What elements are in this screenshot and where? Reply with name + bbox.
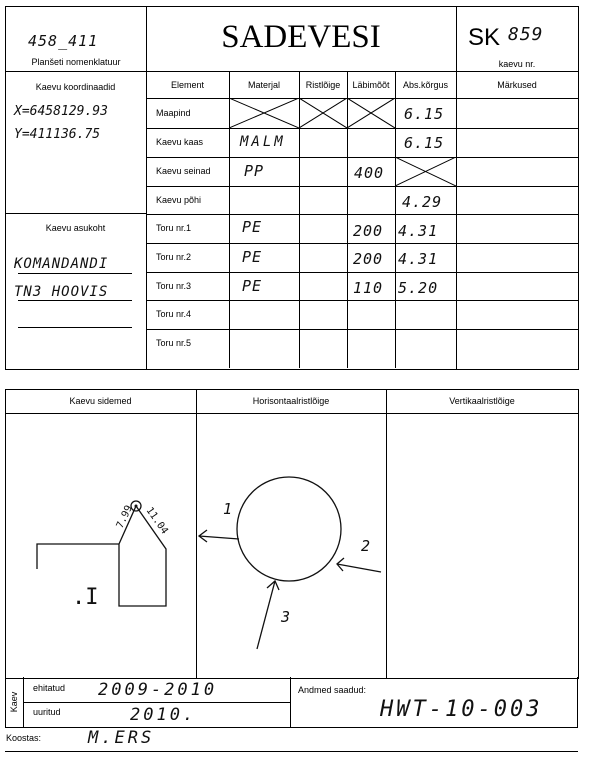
footer-left-border bbox=[5, 677, 6, 728]
header-divider bbox=[5, 71, 578, 72]
header-cross-section: Ristlõige bbox=[305, 80, 341, 90]
location-underline-1 bbox=[18, 273, 132, 274]
measured-value: 2010. bbox=[130, 705, 197, 725]
table-vline-height bbox=[395, 71, 396, 368]
crossed-cell-material bbox=[229, 98, 299, 128]
footer-row-divider bbox=[23, 702, 290, 703]
table-hline-5 bbox=[146, 243, 578, 244]
row-element-label: Maapind bbox=[156, 108, 191, 118]
cell-abs-height: 6.15 bbox=[404, 134, 445, 152]
pipe-label-1: 1 bbox=[223, 500, 233, 518]
header-vline-1 bbox=[146, 6, 147, 369]
table-hline-3 bbox=[146, 186, 578, 187]
cell-diameter: 200 bbox=[353, 222, 384, 240]
header-diameter: Läbimõõt bbox=[352, 80, 390, 90]
cell-material: PE bbox=[242, 218, 263, 236]
row-element-label: Kaevu kaas bbox=[156, 137, 204, 147]
well-number-label: kaevu nr. bbox=[498, 59, 536, 69]
crossed-cell-cross-section bbox=[299, 98, 347, 128]
header-abs-height: Abs.kõrgus bbox=[402, 80, 449, 90]
header-remarks: Märkused bbox=[497, 80, 537, 90]
built-label: ehitatud bbox=[33, 683, 66, 693]
horizontal-section-sketch bbox=[197, 414, 385, 676]
table-hline-8 bbox=[146, 329, 578, 330]
well-symbol: .I bbox=[72, 585, 99, 610]
well-number: 859 bbox=[508, 24, 544, 45]
nomenclature-value: 458_411 bbox=[28, 32, 99, 50]
sketch-vline-2 bbox=[386, 389, 387, 678]
cell-abs-height: 6.15 bbox=[404, 105, 445, 123]
coordinate-y: Y=411136.75 bbox=[14, 127, 101, 142]
cell-abs-height: 4.31 bbox=[398, 222, 439, 240]
sketch-title-vertical: Vertikaalristlõige bbox=[449, 396, 515, 406]
author-line bbox=[5, 751, 578, 752]
tie-distance-1: 7.99 bbox=[114, 503, 135, 531]
crossed-cell-wall-height bbox=[395, 157, 456, 186]
page-title: SADEVESI bbox=[221, 19, 381, 55]
header-element: Element bbox=[170, 80, 205, 90]
footer-right-border bbox=[577, 677, 578, 728]
coordinates-label: Kaevu koordinaadid bbox=[35, 82, 116, 92]
well-circle bbox=[237, 477, 341, 581]
pipe-label-3: 3 bbox=[281, 608, 291, 626]
pipe-2-arrow bbox=[337, 564, 381, 572]
location-underline-3 bbox=[18, 327, 132, 328]
well-prefix: SK bbox=[468, 24, 501, 51]
pipe-1-arrow bbox=[199, 536, 239, 539]
cell-abs-height: 4.29 bbox=[402, 193, 443, 211]
cell-material: PE bbox=[242, 248, 263, 266]
tie-distance-2: 11.04 bbox=[143, 505, 170, 537]
row-element-label: Toru nr.3 bbox=[156, 281, 192, 291]
header-material: Materjal bbox=[247, 80, 280, 90]
footer-mid-divider bbox=[290, 677, 291, 728]
table-hline-7 bbox=[146, 300, 578, 301]
well-marker-dot bbox=[135, 505, 138, 508]
table-hline-6 bbox=[146, 272, 578, 273]
coords-divider bbox=[5, 213, 146, 214]
built-value: 2009-2010 bbox=[98, 680, 218, 700]
building-outline bbox=[37, 503, 166, 606]
table-hline-2 bbox=[146, 157, 578, 158]
row-element-label: Toru nr.1 bbox=[156, 223, 192, 233]
crossed-cell-diameter bbox=[347, 98, 395, 128]
row-element-label: Kaevu põhi bbox=[156, 195, 202, 205]
ties-sketch bbox=[6, 414, 196, 676]
measured-label: uuritud bbox=[33, 707, 61, 717]
row-element-label: Toru nr.2 bbox=[156, 252, 192, 262]
cell-material: MALM bbox=[240, 134, 286, 150]
nomenclature-label: Planšeti nomenklatuur bbox=[31, 57, 121, 67]
row-element-label: Toru nr.4 bbox=[156, 309, 192, 319]
location-line-1: KOMANDANDI bbox=[14, 256, 109, 272]
author-label: Koostas: bbox=[6, 733, 42, 743]
cell-material: PE bbox=[242, 277, 263, 295]
row-element-label: Kaevu seinad bbox=[156, 166, 211, 176]
cell-diameter: 400 bbox=[354, 164, 385, 182]
sketch-title-horizontal: Horisontaalristlõige bbox=[252, 396, 330, 406]
cell-material: PP bbox=[244, 162, 265, 180]
author-value: M.ERS bbox=[88, 728, 155, 748]
pipe-3-arrow bbox=[257, 581, 275, 649]
cell-abs-height: 4.31 bbox=[398, 250, 439, 268]
source-value: HWT-10-003 bbox=[380, 697, 543, 722]
row-element-label: Toru nr.5 bbox=[156, 338, 192, 348]
sketch-title-ties: Kaevu sidemed bbox=[69, 396, 132, 406]
kaev-side-label: Kaev bbox=[9, 691, 19, 713]
cell-diameter: 110 bbox=[353, 279, 384, 297]
cell-abs-height: 5.20 bbox=[398, 279, 439, 297]
pipe-label-2: 2 bbox=[361, 537, 371, 555]
source-label: Andmed saadud: bbox=[298, 685, 367, 695]
table-hline-1 bbox=[146, 128, 578, 129]
cell-diameter: 200 bbox=[353, 250, 384, 268]
coordinate-x: X=6458129.93 bbox=[14, 104, 108, 119]
table-hline-4 bbox=[146, 214, 578, 215]
location-label: Kaevu asukoht bbox=[45, 223, 106, 233]
location-line-2: TN3 HOOVIS bbox=[14, 284, 109, 300]
location-underline-2 bbox=[18, 300, 132, 301]
